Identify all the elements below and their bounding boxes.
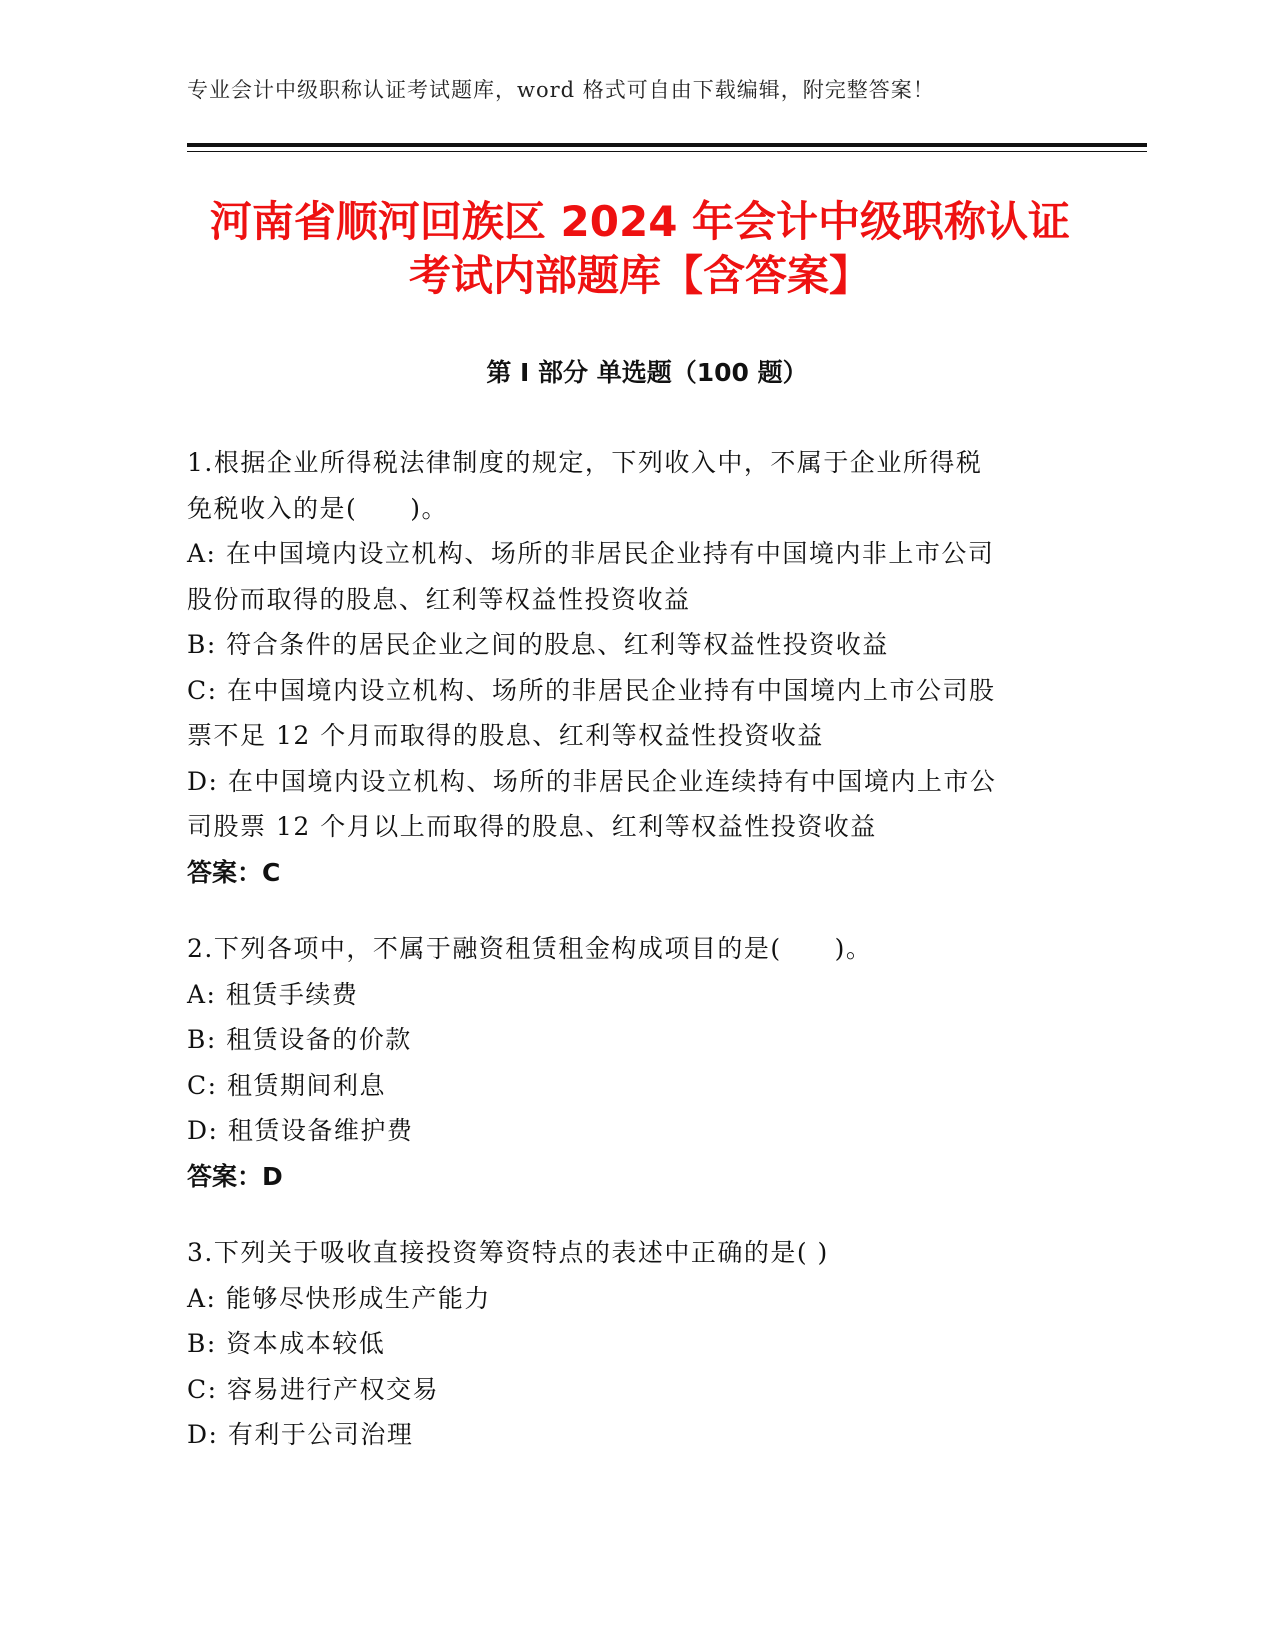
question-stem-line: 1.根据企业所得税法律制度的规定，下列收入中，不属于企业所得税: [187, 448, 983, 477]
question-stem-line: 2.下列各项中，不属于融资租赁租金构成项目的是( )。: [187, 934, 873, 963]
option-line: B: 租赁设备的价款: [187, 1025, 412, 1054]
document-title-line-2: 考试内部题库【含答案】: [408, 251, 871, 300]
question-2: [187, 926, 1087, 1199]
document-title-line-1: 河南省顺河回族区 2024 年会计中级职称认证: [209, 197, 1071, 246]
section-title: 第 I 部分 单选题（100 题）: [486, 358, 808, 387]
option-line: C: 容易进行产权交易: [187, 1374, 439, 1404]
option-line: A: 在中国境内设立机构、场所的非居民企业持有中国境内非上市公司: [187, 539, 995, 568]
option-line: C: 在中国境内设立机构、场所的非居民企业持有中国境内上市公司股: [187, 675, 996, 705]
question-stem-line: 3.下列关于吸收直接投资筹资特点的表述中正确的是( ): [187, 1238, 829, 1267]
option-line: D: 租赁设备维护费: [187, 1116, 414, 1145]
question-list: [187, 440, 1087, 1489]
question-stem-line: 免税收入的是( )。: [187, 493, 449, 523]
option-line: 票不足 12 个月而取得的股息、红利等权益性投资收益: [187, 721, 824, 750]
option-line: 股份而取得的股息、红利等权益性投资收益: [187, 584, 691, 614]
header-rule-thin: [187, 151, 1147, 152]
page-header: 专业会计中级职称认证考试题库，word 格式可自由下载编辑，附完整答案！: [187, 78, 935, 102]
option-line: A: 租赁手续费: [187, 979, 359, 1009]
option-line: D: 在中国境内设立机构、场所的非居民企业连续持有中国境内上市公: [187, 766, 997, 796]
question-1: [187, 440, 1087, 895]
question-3: [187, 1230, 1087, 1458]
answer-label: 答案：C: [187, 857, 281, 887]
answer-label: 答案：D: [187, 1161, 283, 1191]
option-line: A: 能够尽快形成生产能力: [187, 1283, 491, 1313]
header-rule-thick: [187, 143, 1147, 147]
option-line: C: 租赁期间利息: [187, 1070, 386, 1100]
option-line: B: 资本成本较低: [187, 1329, 386, 1358]
option-line: 司股票 12 个月以上而取得的股息、红利等权益性投资收益: [187, 812, 877, 841]
document-title: [160, 195, 1120, 303]
option-line: D: 有利于公司治理: [187, 1420, 414, 1449]
option-line: B: 符合条件的居民企业之间的股息、红利等权益性投资收益: [187, 630, 889, 659]
